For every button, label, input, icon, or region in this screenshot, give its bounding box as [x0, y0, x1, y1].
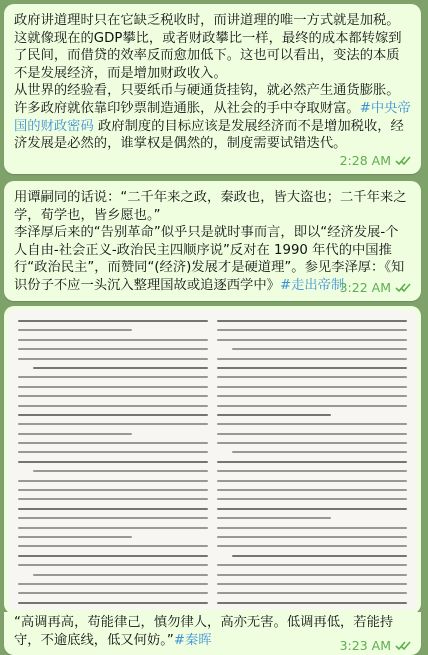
document-text-line: [18, 602, 208, 604]
document-text-line: [18, 395, 208, 397]
message-bubble-2[interactable]: [4, 181, 421, 301]
document-text-line: [217, 461, 407, 463]
double-check-icon: [395, 640, 411, 651]
document-text-line: [217, 470, 407, 472]
hashtag-link[interactable]: #秦晖: [173, 632, 212, 648]
document-text-line: [232, 348, 407, 350]
message-text-2: [4, 181, 421, 295]
document-text-line: [18, 489, 208, 491]
document-text-line: [217, 414, 331, 416]
document-text-line: [18, 555, 208, 557]
document-text-line: [33, 470, 208, 472]
document-text-line: [18, 461, 208, 463]
document-text-line: [18, 536, 132, 538]
document-text-line: [217, 489, 407, 491]
document-text-line: [18, 414, 208, 416]
document-text-line: [217, 508, 407, 510]
document-text-line: [232, 451, 407, 453]
document-text-line: [217, 442, 407, 444]
document-text-line: [18, 545, 208, 547]
document-text-line: [217, 498, 407, 500]
double-check-icon: [395, 155, 411, 166]
document-text-line: [217, 405, 407, 407]
message-meta: [340, 153, 411, 168]
document-text-line: [18, 480, 208, 482]
document-text-line: [18, 376, 208, 378]
document-scan-image[interactable]: [8, 310, 417, 610]
message-text-1: [4, 4, 421, 153]
message-meta: [340, 638, 411, 653]
hashtag-link[interactable]: #中央帝国的财政密码: [14, 100, 411, 134]
document-text-line: [217, 386, 407, 388]
document-text-line: [217, 480, 407, 482]
message-bubble-3[interactable]: [4, 612, 421, 655]
document-text-line: [217, 320, 407, 322]
hashtag-link[interactable]: #走出帝制: [279, 277, 345, 293]
document-text-line: [18, 517, 208, 519]
message-time: 3:22 AM: [339, 280, 391, 295]
document-text-line: [33, 367, 208, 369]
document-text-line: [217, 583, 407, 585]
image-message[interactable]: [4, 306, 421, 614]
document-text-line: [33, 574, 208, 576]
document-text-line: [18, 564, 208, 566]
document-text-line: [217, 536, 407, 538]
document-text-line: [18, 320, 208, 322]
document-text-line: [217, 574, 407, 576]
document-text-line: [217, 517, 331, 519]
message-body: “高调再高，苟能律己，慎勿律人，高亦无害。低调再低，若能持守，不逾底线，低又何妨。”: [14, 615, 394, 648]
document-text-line: [18, 451, 208, 453]
document-text-line: [217, 545, 407, 547]
document-text-line: [18, 329, 132, 331]
document-text-line: [18, 358, 208, 360]
document-text-line: [217, 376, 407, 378]
document-column-right: [217, 320, 407, 610]
message-body-continued: 政府制度的目标应该是发展经济而不是增加税收，经济发展是必然的，谁掌权是偶然的，制度需要试错迭代。: [14, 118, 404, 152]
double-check-icon: [395, 282, 411, 293]
document-column-left: [18, 320, 208, 610]
document-text-line: [232, 555, 407, 557]
document-text-line: [217, 433, 407, 435]
document-text-line: [217, 358, 407, 360]
message-body: 用谭嗣同的话说：“二千年来之政，秦政也，皆大盗也；二千年来之学，荀学也，皆乡愿也。” 李泽厚后来的“告别革命”似乎只是就时事而言，即以“经济发展-个人自由-社会正义-政治民主四顺序说”反对在 1990 年代的中国推行“政治民主”，而赞同“(经济)发展才是硬道理”。参见李泽厚：《知识份子不应一头沉入整理国故或追逐西学中》: [14, 190, 407, 293]
document-text-line: [217, 395, 407, 397]
document-text-line: [217, 564, 407, 566]
document-text-line: [18, 527, 208, 529]
message-time: 3:23 AM: [339, 638, 391, 653]
document-text-line: [217, 527, 407, 529]
document-text-line: [18, 348, 208, 350]
document-text-line: [217, 339, 407, 341]
document-text-line: [18, 508, 208, 510]
document-text-line: [217, 329, 407, 331]
document-text-line: [18, 498, 208, 500]
document-text-line: [18, 386, 208, 388]
document-text-line: [18, 442, 208, 444]
document-text-line: [18, 405, 208, 407]
message-time: 2:28 AM: [339, 153, 391, 168]
document-text-line: [18, 583, 208, 585]
document-text-line: [18, 592, 208, 594]
document-text-line: [18, 423, 208, 425]
message-bubble-1[interactable]: [4, 4, 421, 174]
document-text-line: [217, 592, 407, 594]
message-body: 政府讲道理时只在它缺乏税收时，而讲道理的唯一方式就是加税。 这就像现在的GDP攀比，或者财政攀比一样，最终的成本都转嫁到了民间，而借贷的效率反而愈加低下。这也可以看出，变法的本质不是发展经济，而是增加财政收入。 从世界的经验看，只要纸币与硬通货挂钩，就必然产生通货膨胀。许多政府就依靠印钞票制造通胀，从社会的手中夺取财富。: [14, 13, 402, 116]
document-text-line: [217, 602, 407, 604]
document-text-line: [217, 367, 407, 369]
document-text-line: [18, 433, 132, 435]
message-meta: [340, 280, 411, 295]
document-text-line: [18, 339, 208, 341]
document-text-line: [217, 423, 407, 425]
